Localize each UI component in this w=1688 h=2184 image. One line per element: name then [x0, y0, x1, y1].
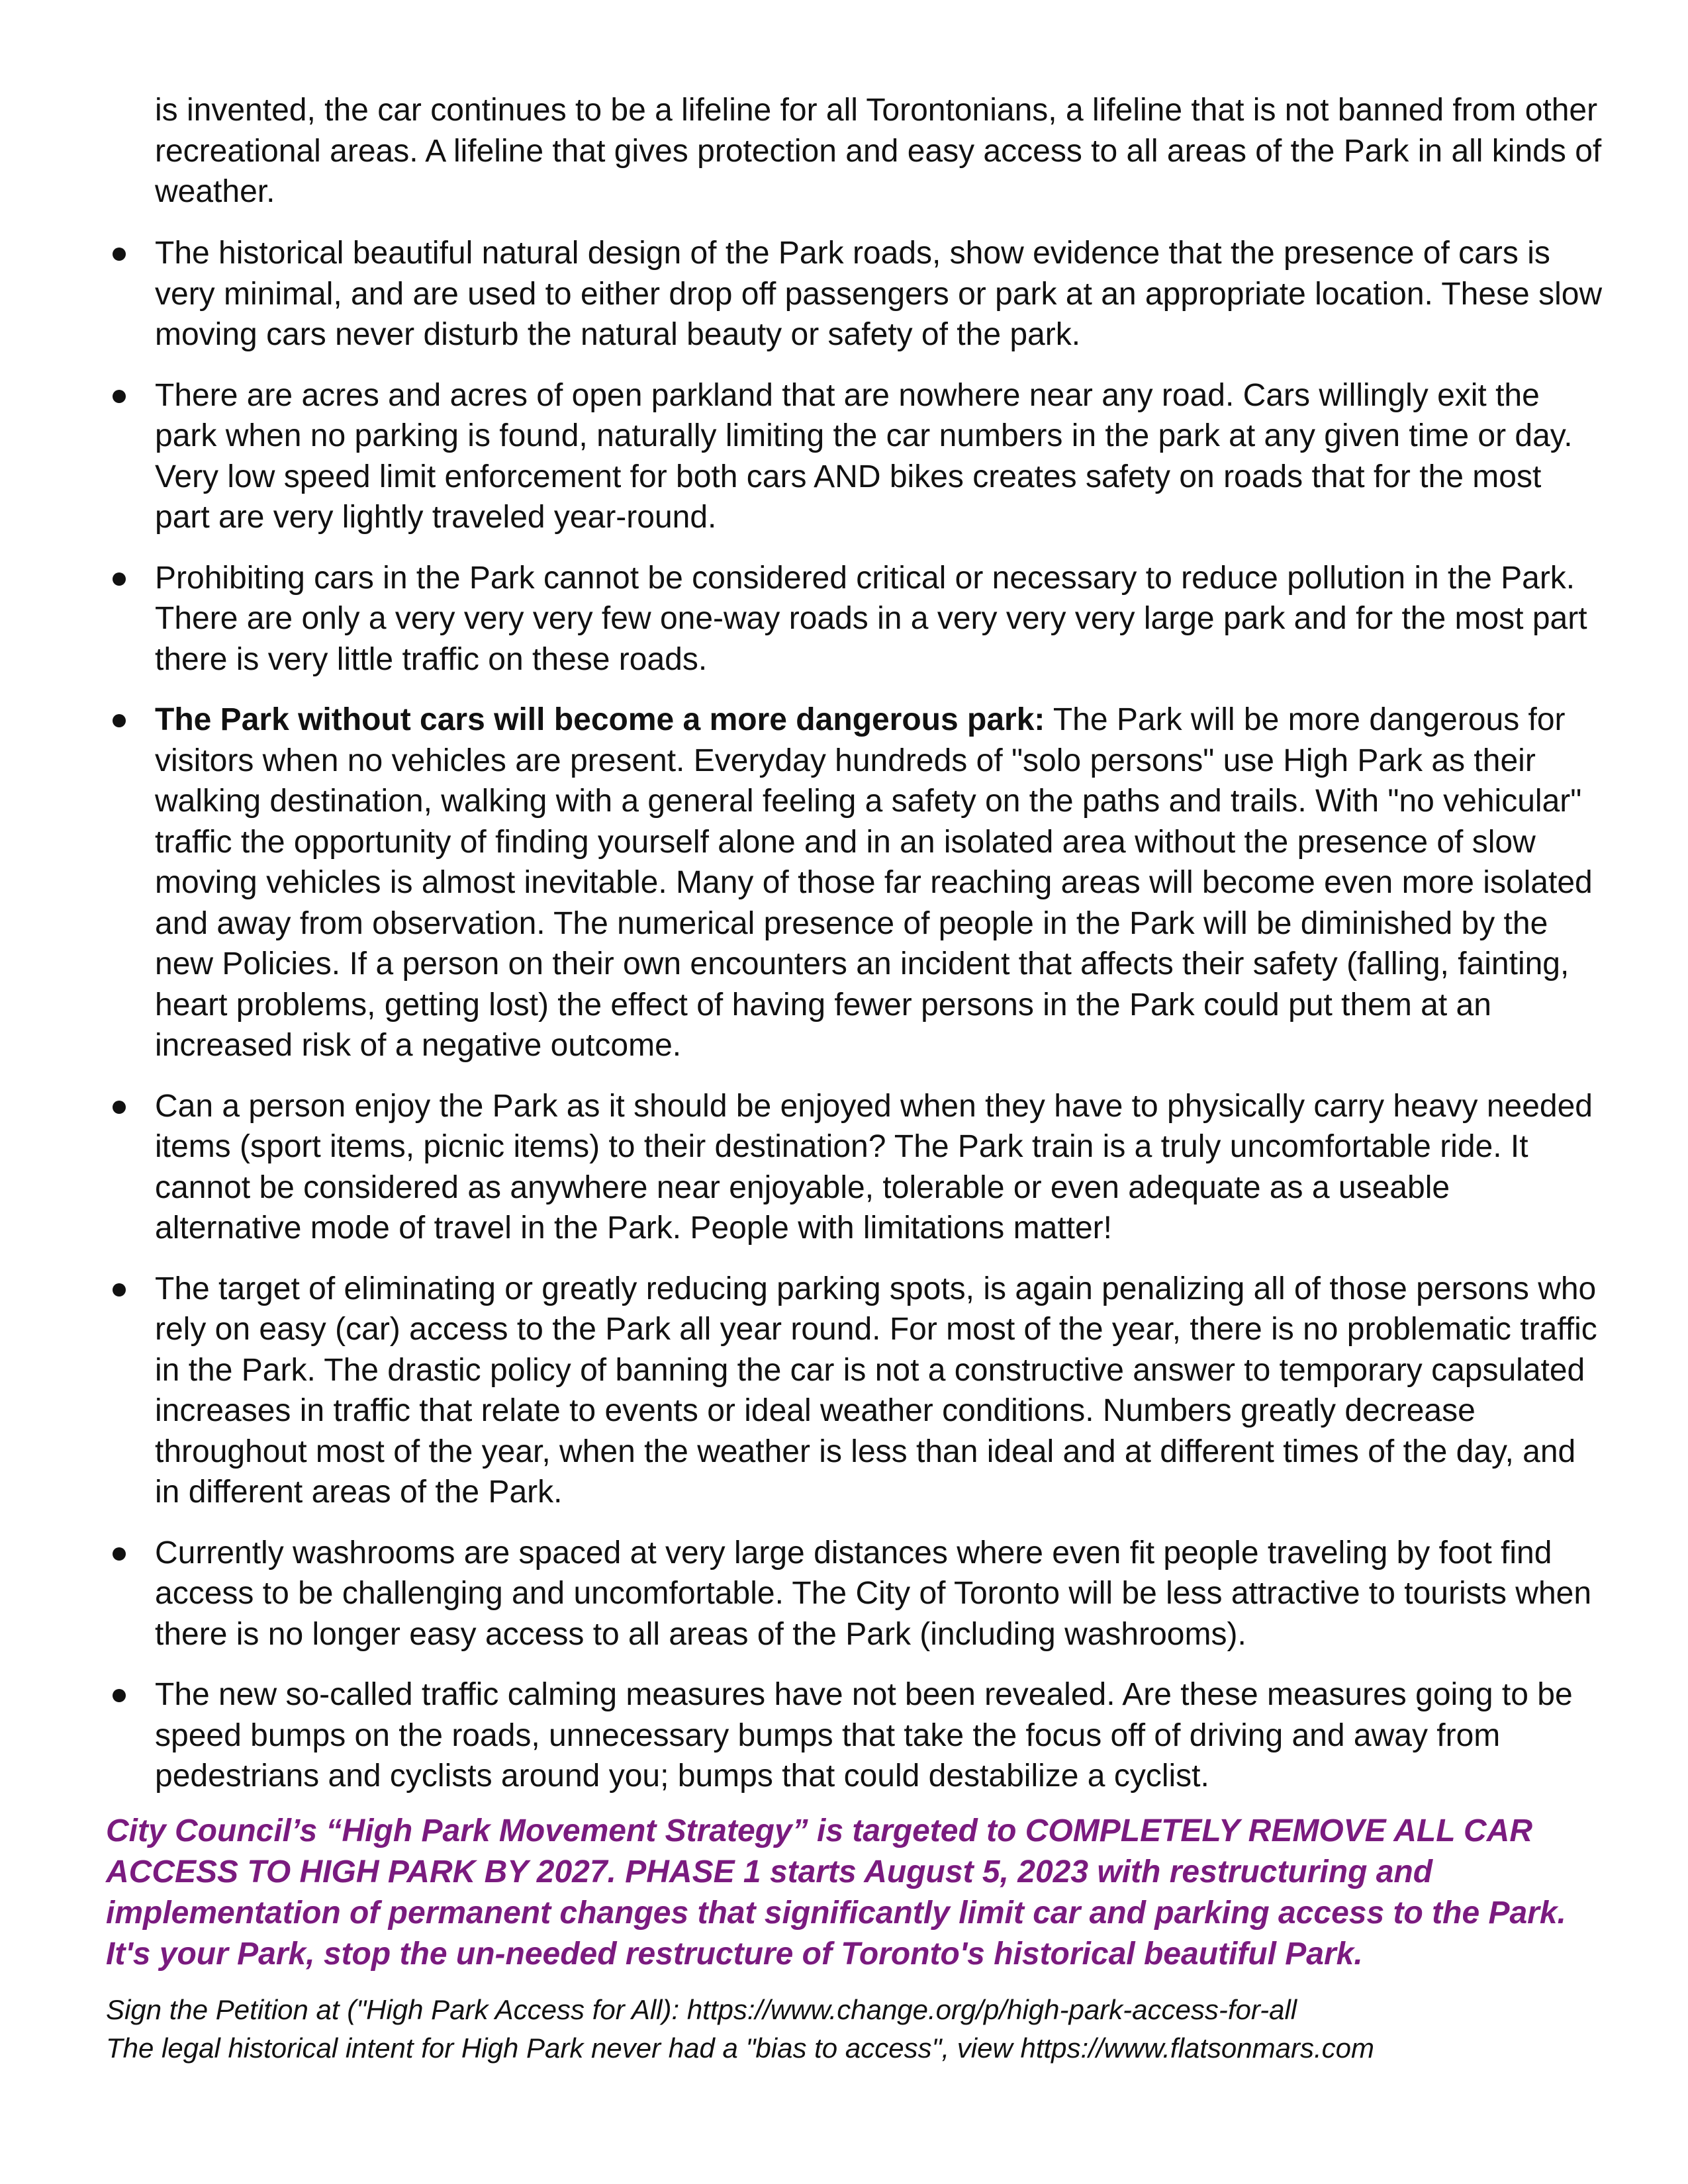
list-item	[0, 375, 1605, 538]
bullet-text: The target of eliminating or greatly reducing parking spots, is again penalizing all of those persons who rely on easy (car) access to the Park all year round. For most of the year, there is no problematic traffic in the Park. The drastic policy of banning the car is not a constructive answer to temporary capsulated increases in traffic that relate to events or ideal weather conditions. Numbers greatly decrease throughout most of the year, when the weather is less than ideal and at different times of the day, and in different areas of the Park.	[155, 1271, 1597, 1510]
bullet-text: The historical beautiful natural design of the Park roads, show evidence that the presence of cars is very minimal, and are used to either drop off passengers or park at an appropriate location. These slow moving cars never disturb the natural beauty or safety of the park.	[155, 236, 1603, 352]
bullet-icon	[113, 1283, 126, 1297]
callout-paragraph: City Council’s “High Park Movement Strategy” is targeted to COMPLETELY REMOVE ALL CAR ACCESS TO HIGH PARK BY 2027. PHASE 1 starts August 5, 2023 with restructuring and implementation of permanent changes that significantly limit car and parking access to the Park. It's your Park, stop the un-needed restructure of Toronto's historical beautiful Park.	[106, 1813, 1566, 1972]
bullet-icon	[113, 1689, 126, 1702]
list-item	[0, 1269, 1605, 1513]
list-item	[0, 1674, 1605, 1797]
list-item	[0, 700, 1605, 1066]
bullet-list	[0, 233, 1688, 1817]
bullet-icon	[113, 572, 126, 586]
bullet-icon	[113, 1547, 126, 1561]
bullet-text: There are acres and acres of open parkland that are nowhere near any road. Cars willingly exit the park when no parking is found, naturally limiting the car numbers in the park at any given time or day. Very low speed limit enforcement for both cars AND bikes creates safety on roads that for the most part are very lightly traveled year-round.	[155, 377, 1573, 535]
bullet-icon	[113, 1101, 126, 1114]
bullet-text: The new so-called traffic calming measures have not been revealed. Are these measures going to be speed bumps on the roads, unnecessary bumps that take the focus off of driving and away from pedestrians and cyclists around you; bumps that could destabilize a cyclist.	[155, 1677, 1573, 1794]
bullet-icon	[113, 390, 126, 403]
bullet-text: The Park will be more dangerous for visitors when no vehicles are present. Everyday hundreds of "solo persons" use High Park as their walking destination, walking with a general feeling a safety on the paths and trails. With "no vehicular" traffic the opportunity of finding yourself alone and in an isolated area without the presence of slow moving vehicles is almost inevitable. Many of those far reaching areas will become even more isolated and away from observation. The numerical presence of people in the Park will be diminished by the new Policies. If a person on their own encounters an incident that affects their safety (falling, fainting, heart problems, getting lost) the effect of having fewer persons in the Park could put them at an increased risk of a negative outcome.	[155, 702, 1593, 1063]
footer-notes	[106, 1991, 1628, 2068]
list-item	[0, 1086, 1605, 1249]
bullet-text: Currently washrooms are spaced at very large distances where even fit people traveling by foot find access to be challenging and uncomfortable. The City of Toronto will be less attractive to tourists when there is no longer easy access to all areas of the Park (including washrooms).	[155, 1535, 1592, 1652]
bullet-text: Prohibiting cars in the Park cannot be considered critical or necessary to reduce pollution in the Park. There are only a very very very few one-way roads in a very very very large park and for the most part there is very little traffic on these roads.	[155, 560, 1587, 677]
intro-paragraph: is invented, the car continues to be a lifeline for all Torontonians, a lifeline that is not banned from other recreational areas. A lifeline that gives protection and easy access to all areas of the Park in all kinds of weather.	[155, 93, 1602, 209]
legal-intent-note: The legal historical intent for High Park never had a "bias to access", view https://www.flatsonmars.com	[106, 2032, 1374, 2064]
list-item	[0, 1533, 1605, 1655]
petition-note: Sign the Petition at ("High Park Access for All): https://www.change.org/p/high-park-access-for-all	[106, 1994, 1297, 2025]
bullet-icon	[113, 714, 126, 727]
bullet-icon	[113, 248, 126, 261]
bullet-text: Can a person enjoy the Park as it should be enjoyed when they have to physically carry heavy needed items (sport items, picnic items) to their destination? The Park train is a truly uncomfortable ride. It cannot be considered as anywhere near enjoyable, tolerable or even adequate as a useable alternative mode of travel in the Park. People with limitations matter!	[155, 1088, 1593, 1246]
list-item	[0, 558, 1605, 680]
bullet-heading: The Park without cars will become a more dangerous park:	[155, 702, 1045, 737]
list-item	[0, 233, 1605, 355]
